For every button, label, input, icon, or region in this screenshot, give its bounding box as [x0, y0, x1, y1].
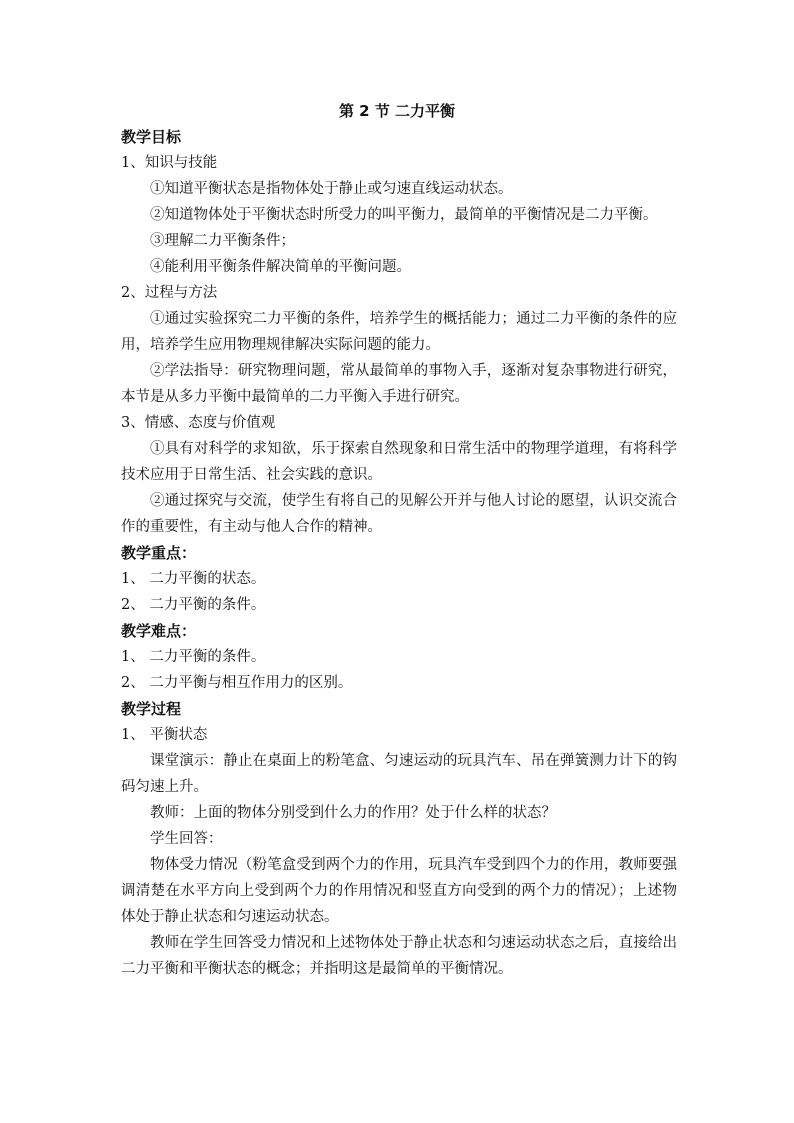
goal-item: ②知道物体处于平衡状态时所受力的叫平衡力，最简单的平衡情况是二力平衡。	[150, 207, 658, 223]
process-paragraph: 教师：上面的物体分别受到什么力的作用？处于什么样的状态？	[150, 805, 556, 821]
goal-item: ①知道平衡状态是指物体处于静止或匀速直线运动状态。	[150, 181, 513, 197]
process-paragraph: 课堂演示：静止在桌面上的粉笔盒、匀速运动的玩具汽车、吊在弹簧测力计下的钩码匀速上升。	[121, 753, 677, 795]
document-body	[121, 124, 677, 982]
key-point-item: 1、 二力平衡的状态。	[121, 571, 266, 587]
subheading-knowledge: 1、知识与技能	[121, 155, 218, 171]
process-paragraph: 教师在学生回答受力情况和上述物体处于静止状态和匀速运动状态之后，直接给出二力平衡和平衡状态的概念；并指明这是最简单的平衡情况。	[121, 935, 677, 977]
subheading-emotion: 3、情感、态度与价值观	[121, 415, 276, 431]
process-paragraph: 物体受力情况（粉笔盒受到两个力的作用，玩具汽车受到四个力的作用，教师要强调清楚在水平方向上受到两个力的作用情况和竖直方向受到的两个力的情况）；上述物体处于静止状态和匀速运动状态。	[121, 857, 677, 925]
subheading-process-method: 2、过程与方法	[121, 285, 218, 301]
subheading-balance-state: 1、 平衡状态	[121, 727, 208, 743]
goal-item: ①通过实验探究二力平衡的条件，培养学生的概括能力；通过二力平衡的条件的应用，培养学生应用物理规律解决实际问题的能力。	[121, 311, 677, 353]
process-paragraph: 学生回答：	[150, 831, 223, 847]
goal-item: ②通过探究与交流，使学生有将自己的见解公开并与他人讨论的愿望，认识交流合作的重要性，有主动与他人合作的精神。	[121, 493, 677, 535]
difficult-point-item: 2、 二力平衡与相互作用力的区别。	[121, 675, 353, 691]
difficult-point-item: 1、 二力平衡的条件。	[121, 649, 266, 665]
heading-teaching-process: 教学过程	[121, 700, 182, 718]
key-point-item: 2、 二力平衡的条件。	[121, 597, 266, 613]
heading-key-points: 教学重点：	[121, 544, 197, 562]
heading-goals: 教学目标	[121, 128, 182, 146]
goal-item: ②学法指导：研究物理问题，常从最简单的事物入手，逐渐对复杂事物进行研究，本节是从多力平衡中最简单的二力平衡入手进行研究。	[121, 363, 677, 405]
heading-difficult-points: 教学难点：	[121, 622, 197, 640]
goal-item: ④能利用平衡条件解决简单的平衡问题。	[150, 259, 411, 275]
page-title: 第 2 节 二力平衡	[338, 102, 456, 120]
goal-item: ③理解二力平衡条件；	[150, 233, 295, 249]
goal-item: ①具有对科学的求知欲，乐于探索自然现象和日常生活中的物理学道理，有将科学技术应用于日常生活、社会实践的意识。	[121, 441, 677, 483]
